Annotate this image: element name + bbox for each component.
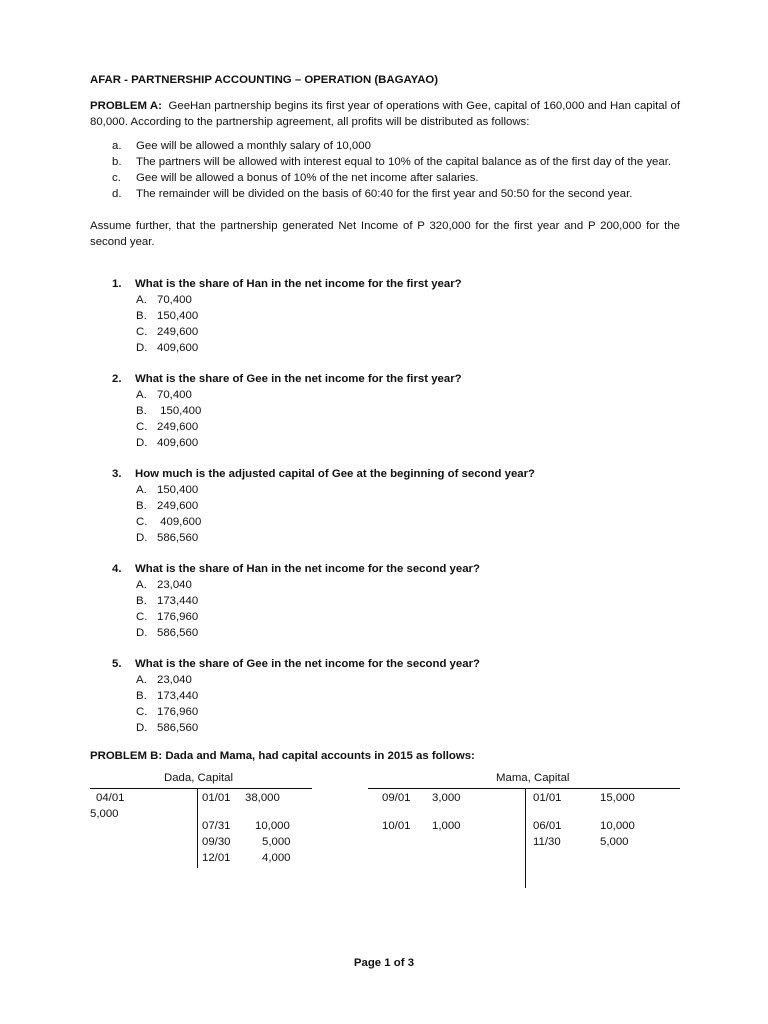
dada-credit-date: 01/01 [202, 792, 231, 804]
choice-value: 249,600 [157, 500, 199, 512]
choice-item [90, 593, 680, 609]
rule-text: The partners will be allowed with interest equal to 10% of the capital balance as of the first day of the year. [136, 156, 672, 168]
choice-item [90, 498, 680, 514]
dada-debit-date: 04/01 [96, 792, 125, 804]
choice-letter: A. [136, 674, 147, 686]
question-number: 2. [112, 373, 122, 385]
choice-letter: D. [136, 437, 148, 449]
page-footer: Page 1 of 3 [353, 957, 415, 969]
question-item [90, 656, 680, 736]
question-prompt: What is the share of Gee in the net income for the second year? [135, 658, 480, 670]
question-prompt: What is the share of Gee in the net income for the first year? [135, 373, 462, 385]
choice-item [90, 292, 680, 308]
mama-debit-amount: 3,000 [432, 792, 461, 804]
dada-credit-date: 07/31 [202, 820, 231, 832]
choice-letter: B. [136, 310, 147, 322]
choice-letter: C. [136, 706, 148, 718]
choice-value: 249,600 [157, 421, 199, 433]
question-text [90, 656, 680, 672]
choice-item [90, 419, 680, 435]
choice-value: 409,600 [157, 342, 199, 354]
choice-value: 70,400 [157, 389, 192, 401]
document-title: AFAR - PARTNERSHIP ACCOUNTING – OPERATION (BAGAYAO) [90, 74, 439, 86]
choice-item [90, 324, 680, 340]
choice-value: 150,400 [157, 310, 199, 322]
problem-a-intro [90, 98, 680, 130]
choices-list [90, 577, 680, 641]
mama-debit-amount: 1,000 [432, 820, 461, 832]
dada-credit-date: 12/01 [202, 852, 231, 864]
dada-credit-amount: 4,000 [262, 852, 291, 864]
dada-credit-date: 09/30 [202, 836, 231, 848]
problem-b-label: PROBLEM B: [90, 750, 163, 762]
choice-value: 150,400 [157, 484, 199, 496]
choice-letter: A. [136, 389, 147, 401]
choices-list [90, 292, 680, 356]
mama-credit-amount: 10,000 [600, 820, 635, 832]
mama-account-title: Mama, Capital [496, 772, 570, 784]
choice-letter: A. [136, 579, 147, 591]
choice-letter: D. [136, 722, 148, 734]
assumption-paragraph: Assume further, that the partnership generated Net Income of P 320,000 for the first year and P 200,000 for the second year. [90, 220, 680, 248]
choices-list [90, 672, 680, 736]
question-prompt: How much is the adjusted capital of Gee at the beginning of second year? [135, 468, 536, 480]
choice-letter: C. [136, 421, 148, 433]
choice-letter: D. [136, 342, 148, 354]
choice-letter: D. [136, 627, 148, 639]
question-number: 4. [112, 563, 122, 575]
dada-account-top-rule [90, 788, 312, 789]
question-number: 1. [112, 278, 122, 290]
dada-credit-amount: 5,000 [262, 836, 291, 848]
choice-letter: B. [136, 405, 147, 417]
choice-value: 586,560 [157, 722, 199, 734]
choice-item [90, 530, 680, 546]
questions-list [90, 276, 680, 736]
choice-letter: B. [136, 500, 147, 512]
choice-value: 409,600 [157, 516, 202, 528]
choice-value: 409,600 [157, 437, 199, 449]
list-item [90, 170, 680, 186]
choice-item [90, 482, 680, 498]
dada-credit-amount: 38,000 [245, 792, 280, 804]
choice-item [90, 387, 680, 403]
choice-item [90, 625, 680, 641]
rule-text: The remainder will be divided on the basis of 60:40 for the first year and 50:50 for the second year. [136, 188, 633, 200]
choice-value: 586,560 [157, 627, 199, 639]
choice-item [90, 577, 680, 593]
mama-account-top-rule [368, 788, 680, 789]
question-prompt: What is the share of Han in the net income for the second year? [135, 563, 480, 575]
rule-text: Gee will be allowed a bonus of 10% of the net income after salaries. [136, 172, 479, 184]
mama-debit-date: 09/01 [382, 792, 411, 804]
mama-debit-date: 10/01 [382, 820, 411, 832]
choice-value: 23,040 [157, 674, 192, 686]
choices-list [90, 387, 680, 451]
choice-value: 173,440 [157, 690, 199, 702]
choice-item [90, 340, 680, 356]
choice-letter: B. [136, 690, 147, 702]
choice-value: 586,560 [157, 532, 199, 544]
mama-credit-date: 01/01 [533, 792, 562, 804]
choice-item [90, 435, 680, 451]
problem-b-text: Dada and Mama, had capital accounts in 2015 as follows: [165, 750, 475, 762]
choice-item [90, 704, 680, 720]
choice-letter: C. [136, 611, 148, 623]
mama-account-center-rule [525, 788, 526, 888]
mama-credit-amount: 5,000 [600, 836, 629, 848]
dada-credit-amount: 10,000 [255, 820, 290, 832]
rule-letter: b. [112, 156, 122, 168]
choice-item [90, 609, 680, 625]
question-text [90, 466, 680, 482]
choice-item [90, 308, 680, 324]
list-item [90, 154, 680, 170]
choice-value: 176,960 [157, 611, 199, 623]
question-item [90, 561, 680, 641]
dada-debit-amount: 5,000 [90, 808, 119, 820]
choice-item [90, 688, 680, 704]
problem-a-label: PROBLEM A: [90, 100, 162, 112]
choice-letter: B. [136, 595, 147, 607]
question-text [90, 371, 680, 387]
mama-credit-date: 11/30 [533, 836, 561, 848]
profit-rules-list [90, 138, 680, 202]
choice-item [90, 720, 680, 736]
choice-value: 176,960 [157, 706, 199, 718]
question-number: 5. [112, 658, 122, 670]
choice-value: 173,440 [157, 595, 199, 607]
t-accounts [90, 770, 680, 870]
question-text [90, 276, 680, 292]
list-item [90, 138, 680, 154]
choices-list [90, 482, 680, 546]
document-page [90, 72, 680, 870]
choice-letter: C. [136, 326, 148, 338]
rule-letter: d. [112, 188, 122, 200]
question-item [90, 466, 680, 546]
rule-letter: a. [112, 140, 122, 152]
dada-account-title: Dada, Capital [164, 772, 234, 784]
question-text [90, 561, 680, 577]
choice-letter: D. [136, 532, 148, 544]
choice-item [90, 403, 680, 419]
choice-letter: A. [136, 294, 147, 306]
choice-letter: C. [136, 516, 148, 528]
choice-item [90, 514, 680, 530]
list-item [90, 186, 680, 202]
choice-letter: A. [136, 484, 147, 496]
question-item [90, 276, 680, 356]
question-number: 3. [112, 468, 122, 480]
problem-a-text: GeeHan partnership begins its first year of operations with Gee, capital of 160,000 and Han capital of 80,000. According to the partnership agreement, all profits will be distributed as follows: [90, 100, 680, 128]
choice-value: 249,600 [157, 326, 199, 338]
question-item [90, 371, 680, 451]
mama-credit-date: 06/01 [533, 820, 562, 832]
rule-letter: c. [112, 172, 121, 184]
choice-item [90, 672, 680, 688]
question-prompt: What is the share of Han in the net income for the first year? [135, 278, 462, 290]
choice-value: 23,040 [157, 579, 192, 591]
rule-text: Gee will be allowed a monthly salary of 10,000 [136, 140, 371, 152]
problem-b-intro [90, 748, 680, 764]
mama-credit-amount: 15,000 [600, 792, 635, 804]
dada-account-center-rule [197, 788, 198, 868]
choice-value: 70,400 [157, 294, 192, 306]
choice-value: 150,400 [157, 405, 202, 417]
